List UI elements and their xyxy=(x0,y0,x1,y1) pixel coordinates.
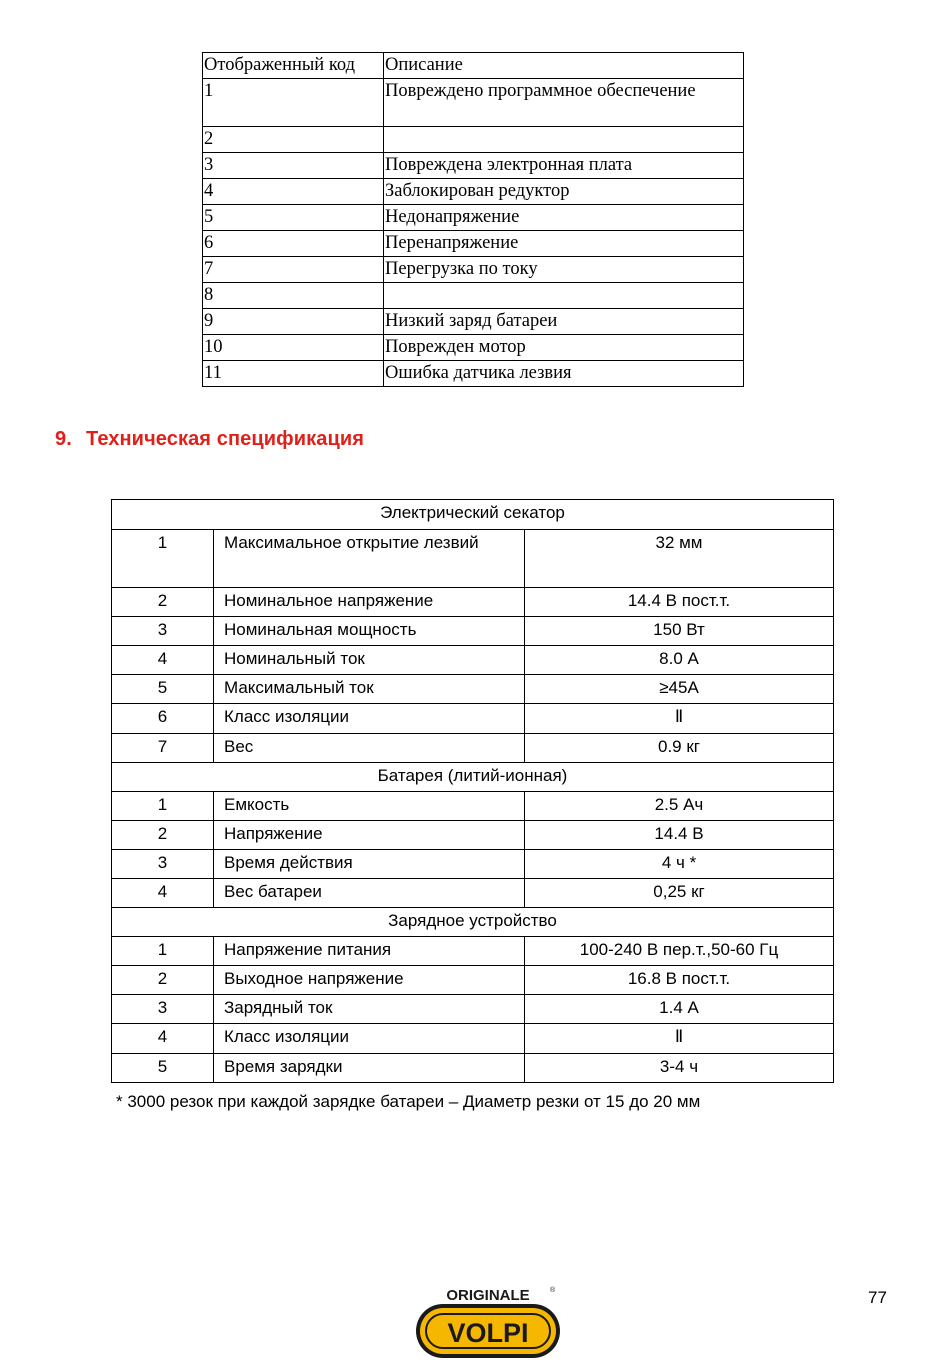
group-title: Зарядное устройство xyxy=(112,908,834,937)
param-value: ≥45А xyxy=(525,675,834,704)
table-row xyxy=(112,617,834,646)
code-cell: 7 xyxy=(203,257,384,283)
group-title: Электрический секатор xyxy=(112,500,834,530)
table-row xyxy=(203,361,744,387)
description-cell: Перегрузка по току xyxy=(384,257,744,283)
row-number: 7 xyxy=(112,734,214,763)
table-row xyxy=(203,283,744,309)
table-row xyxy=(203,231,744,257)
param-name: Выходное напряжение xyxy=(214,966,525,995)
param-name: Класс изоляции xyxy=(214,1024,525,1054)
param-value: 3-4 ч xyxy=(525,1054,834,1083)
param-name: Зарядный ток xyxy=(214,995,525,1024)
volpi-logo xyxy=(410,1282,566,1362)
table-row xyxy=(203,335,744,361)
description-cell xyxy=(384,283,744,309)
param-name: Емкость xyxy=(214,792,525,821)
logo-main-text: VOLPI xyxy=(447,1318,529,1348)
param-name: Напряжение xyxy=(214,821,525,850)
param-value: 32 мм xyxy=(525,530,834,588)
row-number: 4 xyxy=(112,646,214,675)
param-name: Время действия xyxy=(214,850,525,879)
table-row xyxy=(112,675,834,704)
row-number: 3 xyxy=(112,617,214,646)
table-row xyxy=(203,127,744,153)
param-value: 1.4 А xyxy=(525,995,834,1024)
param-value: 14.4 В пост.т. xyxy=(525,588,834,617)
table-row xyxy=(203,205,744,231)
code-cell: 1 xyxy=(203,79,384,127)
section-heading xyxy=(55,428,364,451)
param-value: 0,25 кг xyxy=(525,879,834,908)
row-number: 3 xyxy=(112,850,214,879)
description-cell: Поврежден мотор xyxy=(384,335,744,361)
table-row xyxy=(112,821,834,850)
section-number: 9. xyxy=(55,428,72,450)
table-row xyxy=(112,588,834,617)
param-value: 2.5 Ач xyxy=(525,792,834,821)
code-cell: 4 xyxy=(203,179,384,205)
param-name: Вес xyxy=(214,734,525,763)
param-name: Время зарядки xyxy=(214,1054,525,1083)
footnote: * 3000 резок при каждой зарядке батареи – Диаметр резки от 15 до 20 мм xyxy=(116,1092,701,1111)
group-header-row xyxy=(112,908,834,937)
table-row xyxy=(112,530,834,588)
table-header-row xyxy=(203,53,744,79)
description-cell: Ошибка датчика лезвия xyxy=(384,361,744,387)
param-value: 8.0 А xyxy=(525,646,834,675)
param-name: Максимальное открытие лезвий xyxy=(214,530,525,588)
table-row xyxy=(112,850,834,879)
table-row xyxy=(203,79,744,127)
param-value: 0.9 кг xyxy=(525,734,834,763)
param-value: 150 Вт xyxy=(525,617,834,646)
table-row xyxy=(112,646,834,675)
param-value: 14.4 В xyxy=(525,821,834,850)
param-value: Ⅱ xyxy=(525,1024,834,1054)
description-cell: Перенапряжение xyxy=(384,231,744,257)
group-header-row xyxy=(112,763,834,792)
description-cell: Повреждено программное обеспечение xyxy=(384,79,744,127)
table-row xyxy=(112,792,834,821)
code-cell: 9 xyxy=(203,309,384,335)
code-cell: 11 xyxy=(203,361,384,387)
row-number: 2 xyxy=(112,966,214,995)
param-name: Номинальная мощность xyxy=(214,617,525,646)
description-cell xyxy=(384,127,744,153)
section-title: Техническая спецификация xyxy=(86,428,365,450)
row-number: 4 xyxy=(112,879,214,908)
row-number: 2 xyxy=(112,821,214,850)
param-value: Ⅱ xyxy=(525,704,834,734)
description-cell: Низкий заряд батареи xyxy=(384,309,744,335)
row-number: 5 xyxy=(112,1054,214,1083)
code-cell: 3 xyxy=(203,153,384,179)
param-value: 4 ч * xyxy=(525,850,834,879)
logo-mark: ® xyxy=(550,1287,556,1294)
table-row xyxy=(112,879,834,908)
description-cell: Недонапряжение xyxy=(384,205,744,231)
param-name: Номинальное напряжение xyxy=(214,588,525,617)
row-number: 2 xyxy=(112,588,214,617)
group-title: Батарея (литий-ионная) xyxy=(112,763,834,792)
table-row xyxy=(203,257,744,283)
param-value: 100-240 В пер.т.,50-60 Гц xyxy=(525,937,834,966)
description-cell: Повреждена электронная плата xyxy=(384,153,744,179)
description-cell: Заблокирован редуктор xyxy=(384,179,744,205)
header-description: Описание xyxy=(384,53,744,79)
logo-top-text: ORIGINALE xyxy=(446,1287,530,1304)
param-name: Номинальный ток xyxy=(214,646,525,675)
param-value: 16.8 В пост.т. xyxy=(525,966,834,995)
param-name: Максимальный ток xyxy=(214,675,525,704)
row-number: 1 xyxy=(112,792,214,821)
param-name: Вес батареи xyxy=(214,879,525,908)
param-name: Напряжение питания xyxy=(214,937,525,966)
header-code: Отображенный код xyxy=(203,53,384,79)
table-row xyxy=(112,704,834,734)
row-number: 5 xyxy=(112,675,214,704)
page-number: 77 xyxy=(868,1288,887,1307)
spec-table xyxy=(111,499,834,1083)
group-header-row xyxy=(112,500,834,530)
error-codes-table xyxy=(202,52,744,387)
table-row xyxy=(112,1054,834,1083)
table-row xyxy=(203,179,744,205)
code-cell: 8 xyxy=(203,283,384,309)
table-row xyxy=(112,1024,834,1054)
table-row xyxy=(112,937,834,966)
code-cell: 6 xyxy=(203,231,384,257)
code-cell: 10 xyxy=(203,335,384,361)
row-number: 1 xyxy=(112,937,214,966)
row-number: 3 xyxy=(112,995,214,1024)
param-name: Класс изоляции xyxy=(214,704,525,734)
code-cell: 5 xyxy=(203,205,384,231)
row-number: 6 xyxy=(112,704,214,734)
table-row xyxy=(203,309,744,335)
code-cell: 2 xyxy=(203,127,384,153)
table-row xyxy=(112,734,834,763)
row-number: 4 xyxy=(112,1024,214,1054)
row-number: 1 xyxy=(112,530,214,588)
table-row xyxy=(112,995,834,1024)
table-row xyxy=(112,966,834,995)
table-row xyxy=(203,153,744,179)
